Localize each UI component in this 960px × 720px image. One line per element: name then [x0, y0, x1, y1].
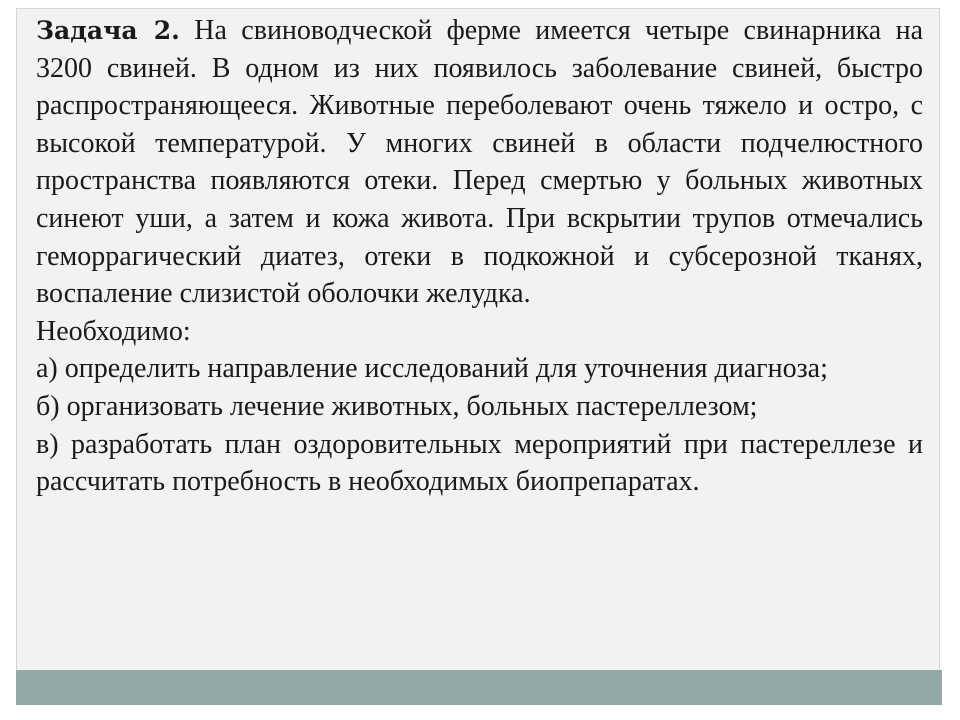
requirements-heading: Необходимо: [36, 315, 191, 347]
requirement-item-b: б) организовать лечение животных, больных пастереллезом; [36, 390, 758, 422]
task-label: Задача 2. [36, 16, 180, 45]
task-body: На свиноводческой ферме имеется четыре свинарника на 3200 свиней. В одном из них появилось заболевание свиней, быстро распространяющееся. Животные переболевают очень тяжело и остро, с высокой температурой. У многих свиней в области подчелюстного пространства появляются отеки. Перед смертью у больных животных синеют уши, а затем и кожа живота. При вскрытии трупов отмечались геморрагический диатез, отеки в подкожной и субсерозной тканях, воспаление слизистой оболочки желудка. [36, 15, 924, 310]
footer-bar [16, 670, 942, 705]
requirement-item-c: в) разработать план оздоровительных мероприятий при пастереллезе и рассчитать потребность в необходимых биопрепаратах. [36, 428, 923, 498]
slide-text [36, 12, 923, 501]
requirement-item-a: а) определить направление исследований для уточнения диагноза; [36, 353, 828, 385]
task-paragraph [36, 12, 923, 313]
